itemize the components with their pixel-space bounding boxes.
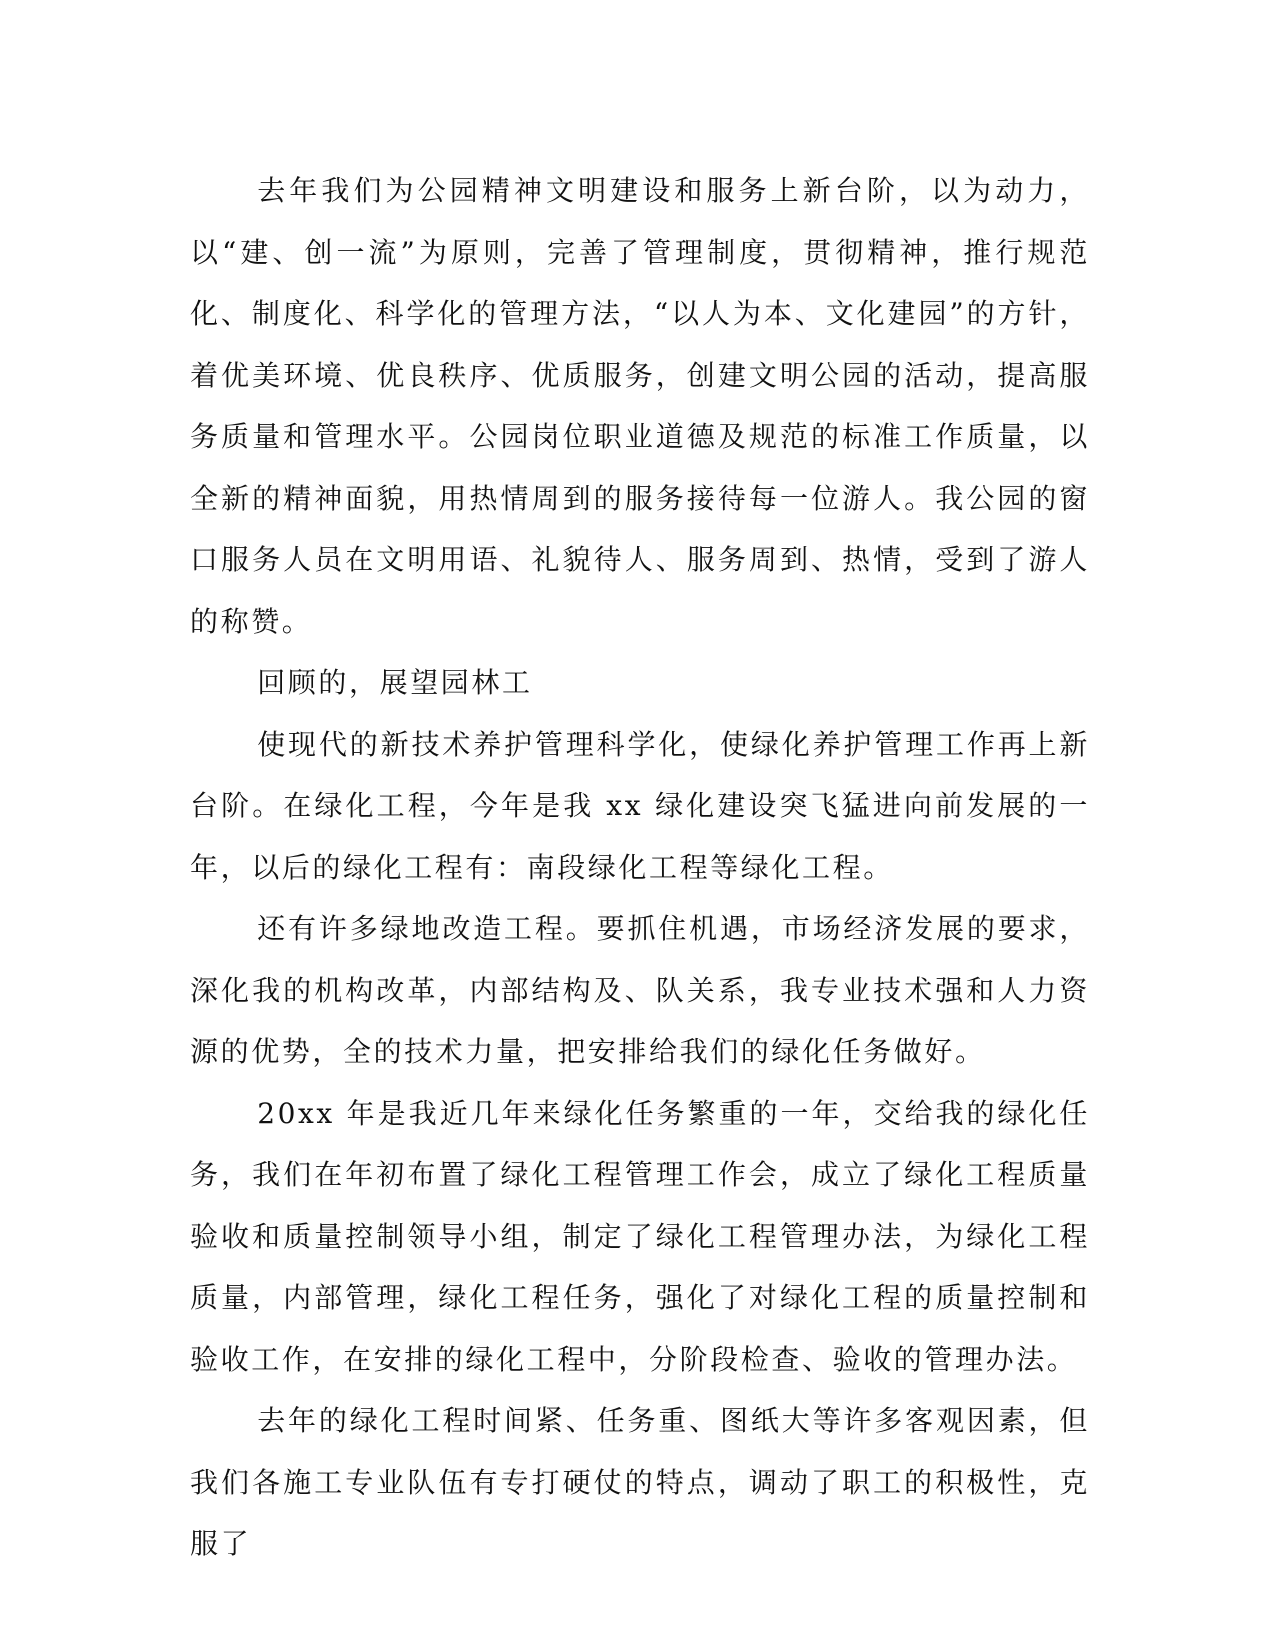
paragraph-3: 使现代的新技术养护管理科学化，使绿化养护管理工作再上新台阶。在绿化工程，今年是我 xx 绿化建设突飞猛进向前发展的一年，以后的绿化工程有：南段绿化工程等绿化工程。 [190, 727, 1090, 884]
paragraph-6: 去年的绿化工程时间紧、任务重、图纸大等许多客观因素，但我们各施工专业队伍有专打硬仗的特点，调动了职工的积极性，克服了 [190, 1404, 1090, 1560]
paragraph-1: 去年我们为公园精神文明建设和服务上新台阶，以为动力，以“建、创一流”为原则，完善了管理制度，贯彻精神，推行规范化、制度化、科学化的管理方法，“以人为本、文化建园”的方针，着优美环境、优良秩序、优质服务，创建文明公园的活动，提高服务质量和管理水平。公园岗位职业道德及规范的标准工作质量，以全新的精神面貌，用热情周到的服务接待每一位游人。我公园的窗口服务人员在文明用语、礼貌待人、服务周到、热情，受到了游人的称赞。 [190, 174, 1090, 638]
paragraph-2: 回顾的，展望园林工 [257, 666, 533, 699]
paragraph-4: 还有许多绿地改造工程。要抓住机遇，市场经济发展的要求，深化我的机构改革，内部结构及、队关系，我专业技术强和人力资源的优势，全的技术力量，把安排给我们的绿化任务做好。 [190, 912, 1090, 1068]
document-body [190, 160, 1090, 1575]
paragraph-5: 20xx 年是我近几年来绿化任务繁重的一年，交给我的绿化任务，我们在年初布置了绿化工程管理工作会，成立了绿化工程质量验收和质量控制领导小组，制定了绿化工程管理办法，为绿化工程质量，内部管理，绿化工程任务，强化了对绿化工程的质量控制和验收工作，在安排的绿化工程中，分阶段检查、验收的管理办法。 [190, 1096, 1090, 1376]
